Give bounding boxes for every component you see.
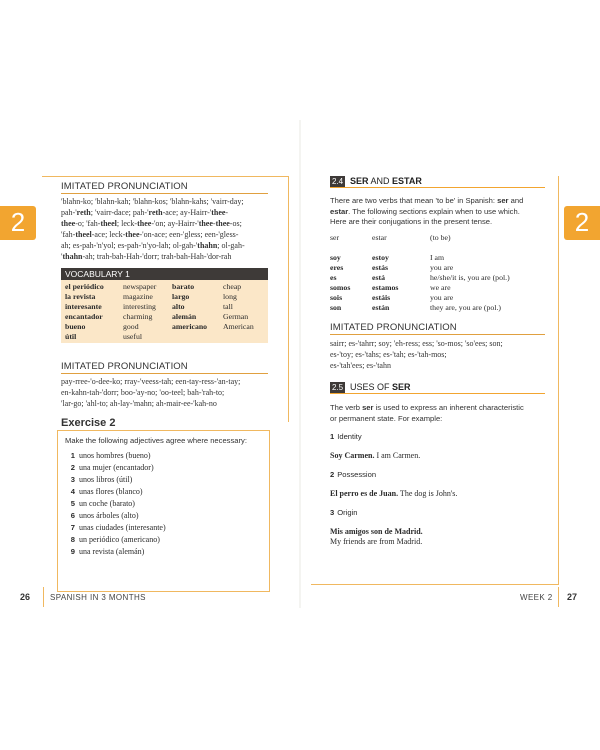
vocab-es: el periódico: [65, 282, 104, 291]
exercise-item: [64, 511, 139, 521]
use-example: Mis amigos son de Madrid.: [330, 527, 423, 536]
chapter-tab-left: 2: [0, 206, 36, 240]
conj-en: we are: [430, 283, 451, 292]
vocab-en: German: [223, 312, 249, 321]
conj-header-ser: ser: [330, 233, 340, 242]
exercise-item-number: 3: [70, 475, 75, 484]
conj-estar: estamos: [372, 283, 399, 292]
exercise-item-number: 8: [70, 535, 75, 544]
exercise-item-text: un coche (barato): [79, 499, 135, 508]
use-example: El perro es de Juan. The dog is John's.: [330, 489, 458, 498]
pronunciation-text-3: [330, 338, 555, 371]
pron2-line-3: 'lar-go; 'ahl-to; ah-lay-'mahn; ah-mair-ee-'kah-no: [61, 399, 217, 408]
conj-en: I am: [430, 253, 445, 262]
conj-header-estar: estar: [372, 233, 387, 242]
vocab-es: bueno: [65, 322, 86, 331]
use-label: 2 Possession: [330, 470, 377, 479]
exercise-item-text: unas flores (blanco): [79, 487, 143, 496]
conj-estar: estoy: [372, 253, 389, 262]
pronunciation-rule-2: [61, 373, 268, 374]
use-example-translation: My friends are from Madrid.: [330, 537, 423, 546]
vocab-es: encantador: [65, 312, 103, 321]
pronunciation-text-1: [61, 196, 276, 262]
vocab-es: interesante: [65, 302, 102, 311]
conj-estar: están: [372, 303, 390, 312]
exercise-item: [64, 451, 151, 461]
section-rule: [330, 187, 545, 188]
exercise-item-number: 2: [70, 463, 75, 472]
exercise-item-number: 5: [70, 499, 75, 508]
vocab-en: American: [223, 322, 254, 331]
section-2-4-header: [330, 176, 545, 187]
exercise-item-text: unas ciudades (interesante): [79, 523, 166, 532]
conj-ser: somos: [330, 283, 351, 292]
pron3-line-1: sairr; es-'tahrr; soy; 'eh-ress; ess; 'so-mos; 'so'ees; son;: [330, 339, 503, 348]
exercise-item-text: un periódico (americano): [79, 535, 160, 544]
pronunciation-heading-1: IMITATED PRONUNCIATION: [61, 181, 188, 192]
exercise-title: Exercise 2: [61, 417, 116, 429]
exercise-item-number: 6: [70, 511, 75, 520]
exercise-item: [64, 475, 132, 485]
conj-ser: es: [330, 273, 337, 282]
use-label: 1 Identity: [330, 432, 362, 441]
exercise-item-text: unos árboles (alto): [79, 511, 139, 520]
pron3-line-2: es-'toy; es-'tahs; es-'tah; es-'tah-mos;: [330, 350, 447, 359]
pron1-line-4: 'fah-theel-ace; leck-thee-'on-ace; een-'gless; een-'gless-: [61, 230, 239, 239]
conj-en: you are: [430, 293, 454, 302]
vocab-es: útil: [65, 332, 77, 341]
pron3-line-3: es-'tah'ees; es-'tahn: [330, 361, 391, 370]
chapter-tab-right: 2: [564, 206, 600, 240]
exercise-item-text: una revista (alemán): [79, 547, 145, 556]
exercise-item-text: unos hombres (bueno): [79, 451, 151, 460]
pronunciation-heading-2: IMITATED PRONUNCIATION: [61, 361, 188, 372]
exercise-item-number: 9: [70, 547, 75, 556]
pronunciation-text-2: [61, 376, 276, 409]
exercise-instruction: Make the following adjectives agree where necessary:: [65, 436, 247, 445]
conj-estar: estáis: [372, 293, 391, 302]
book-title: SPANISH IN 3 MONTHS: [50, 593, 146, 602]
vocab-en: newspaper: [123, 282, 157, 291]
vocab-en: cheap: [223, 282, 242, 291]
section-rule: [330, 393, 545, 394]
exercise-item: [64, 523, 166, 533]
conj-ser: son: [330, 303, 342, 312]
footer-divider-left: [43, 587, 44, 607]
vocab-es: americano: [172, 322, 208, 331]
vocab-es: alto: [172, 302, 185, 311]
pron1-line-5: ah; es-pah-'n'yol; es-pah-'n'yo-lah; ol-gah-'thahn; ol-gah-: [61, 241, 245, 250]
book-spread: [0, 120, 600, 608]
conj-en: he/she/it is, you are (pol.): [430, 273, 510, 282]
pron2-line-1: pay-rree-'o-dee-ko; rray-'veess-tah; een-tay-ress-'an-tay;: [61, 377, 241, 386]
exercise-item-number: 4: [70, 487, 75, 496]
conj-estar: está: [372, 273, 385, 282]
conj-en: you are: [430, 263, 454, 272]
section-number: 2.5: [332, 383, 344, 392]
pron1-line-3: thee-o; 'fah-theel; leck-thee-'on; ay-Hairr-'thee-thee-os;: [61, 219, 242, 228]
exercise-item: [64, 463, 154, 473]
vocab-es: alemán: [172, 312, 197, 321]
vocab-en: useful: [123, 332, 143, 341]
section-title: SER AND ESTAR: [350, 176, 422, 186]
pronunciation-heading-3: IMITATED PRONUNCIATION: [330, 322, 457, 333]
conj-header-meaning: (to be): [430, 233, 451, 242]
exercise-item: [64, 535, 160, 545]
pron1-line-6: 'thahn-ah; trah-bah-Hah-'dorr; trah-bah-Hah-'dor-rah: [61, 252, 232, 261]
exercise-item: [64, 487, 143, 497]
footer-divider-right: [558, 587, 559, 607]
section-number: 2.4: [332, 177, 344, 186]
conj-estar: estás: [372, 263, 389, 272]
pron1-line-2: pah-'reth; 'vairr-dace; pah-'reth-ace; ay-Hairr-'thee-: [61, 208, 229, 217]
pronunciation-rule-3: [330, 334, 545, 335]
conj-ser: soy: [330, 253, 341, 262]
section-2-5-intro: The verb ser is used to express an inherent characteristic or permanent state. For example:: [330, 403, 524, 423]
conj-en: they are, you are (pol.): [430, 303, 502, 312]
exercise-item-number: 1: [70, 451, 75, 460]
conj-ser: eres: [330, 263, 344, 272]
pronunciation-rule-1: [61, 193, 268, 194]
section-title: USES OF SER: [350, 382, 411, 392]
page-number-left: 26: [20, 592, 31, 602]
conj-ser: sois: [330, 293, 343, 302]
vocab-en: good: [123, 322, 139, 331]
exercise-item-text: unos libros (útil): [79, 475, 133, 484]
section-2-4-intro: There are two verbs that mean 'to be' in Spanish: ser and estar. The following sections explain when to use which. Here are their conjugations in the present tense.: [330, 196, 524, 226]
exercise-item: [64, 547, 144, 557]
vocab-en: interesting: [123, 302, 156, 311]
vocabulary-heading: VOCABULARY 1: [61, 268, 268, 280]
vocab-es: largo: [172, 292, 190, 301]
pron1-line-1: 'blahn-ko; 'blahn-kah; 'blahn-kos; 'blahn-kahs; 'vairr-day;: [61, 197, 244, 206]
use-label: 3 Origin: [330, 508, 358, 517]
vocab-es: barato: [172, 282, 195, 291]
section-2-5-header: [330, 382, 545, 393]
pron2-line-2: en-kahn-tah-'dorr; boo-'ay-no; 'oo-teel; bah-'rah-to;: [61, 388, 225, 397]
vocab-en: magazine: [123, 292, 153, 301]
vocab-en: long: [223, 292, 237, 301]
left-page: [0, 120, 299, 608]
vocab-es: la revista: [65, 292, 96, 301]
page-number-right: 27: [567, 592, 578, 602]
exercise-item-number: 7: [70, 523, 75, 532]
exercise-item-text: una mujer (encantador): [79, 463, 154, 472]
vocabulary-box: [61, 268, 268, 343]
use-example: Soy Carmen. I am Carmen.: [330, 451, 421, 460]
vocab-en: tall: [223, 302, 233, 311]
week-label: WEEK 2: [520, 593, 553, 602]
vocab-en: charming: [123, 312, 153, 321]
exercise-item: [64, 499, 135, 509]
